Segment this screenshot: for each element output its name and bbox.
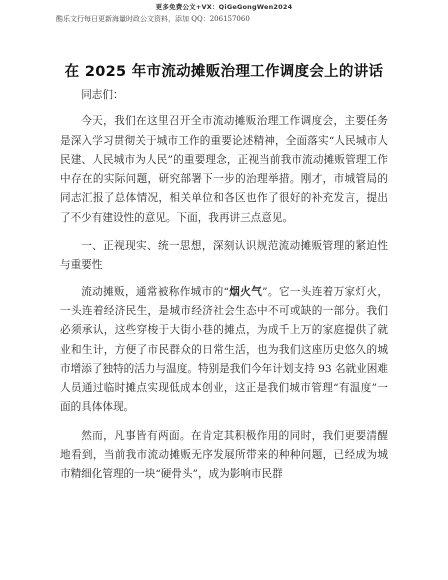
paragraph-text-start: 流动摊贩，通常被称作城市的“ [81,285,229,298]
paragraph-text-end: ”。它一头连着万家灯火，一头连着经济民生，是城市经济社会生态中不可或缺的一部分。我们必须承认，这些穿梭于大街小巷的摊点，为成千上万的家庭提供了就业和生计，方便了市民群众的日常生活，也为我们这座历史悠久的城市增添了独特的活力与温度。特别是我们今年计划支持 93 名就业困难人员通过临时摊点实现低成本创业，这正是我们城市管理“有温度”一面的具体体现。 [60,285,388,414]
header-line: 酷乐文行每日更新海量时政公文资料，添加 QQ：206157060 [56,15,250,23]
salutation: 同志们： [81,89,124,101]
paragraph-street-vendors [60,283,388,418]
document-title: 在 2025 年市流动摊贩治理工作调度会上的讲话 [64,64,384,80]
paragraph-intro: 今天，我们在这里召开全市流动摊贩治理工作调度会，主要任务是深入学习贯彻关于城市工作的重要论述精神，全面落实“人民城市人民建、人民城市为人民”的重要理念，正视当前我市流动摊贩管理工作中存在的实际问题，研究部署下一步的治理举措。刚才，市城管局的同志汇报了总体情况，相关单位和各区也作了很好的补充发言，提出了不少有建设性的意见。下面，我再讲三点意见。 [60,115,388,224]
top-banner: 更多免费公文+VX：QiGeGongWen2024 [155,3,293,11]
paragraph-problems: 然而，凡事皆有两面。在肯定其积极作用的同时，我们更要清醒地看到，当前我市流动摊贩无序发展所带来的种种问题，已经成为城市精细化管理的一块“硬骨头”，成为影响市民群 [60,429,388,481]
section-heading-1: 一、正视现实、统一思想，深刻认识规范流动摊贩管理的紧迫性与重要性 [60,240,388,272]
document-body [60,86,388,488]
emphasis-text: 烟火气 [228,285,263,298]
